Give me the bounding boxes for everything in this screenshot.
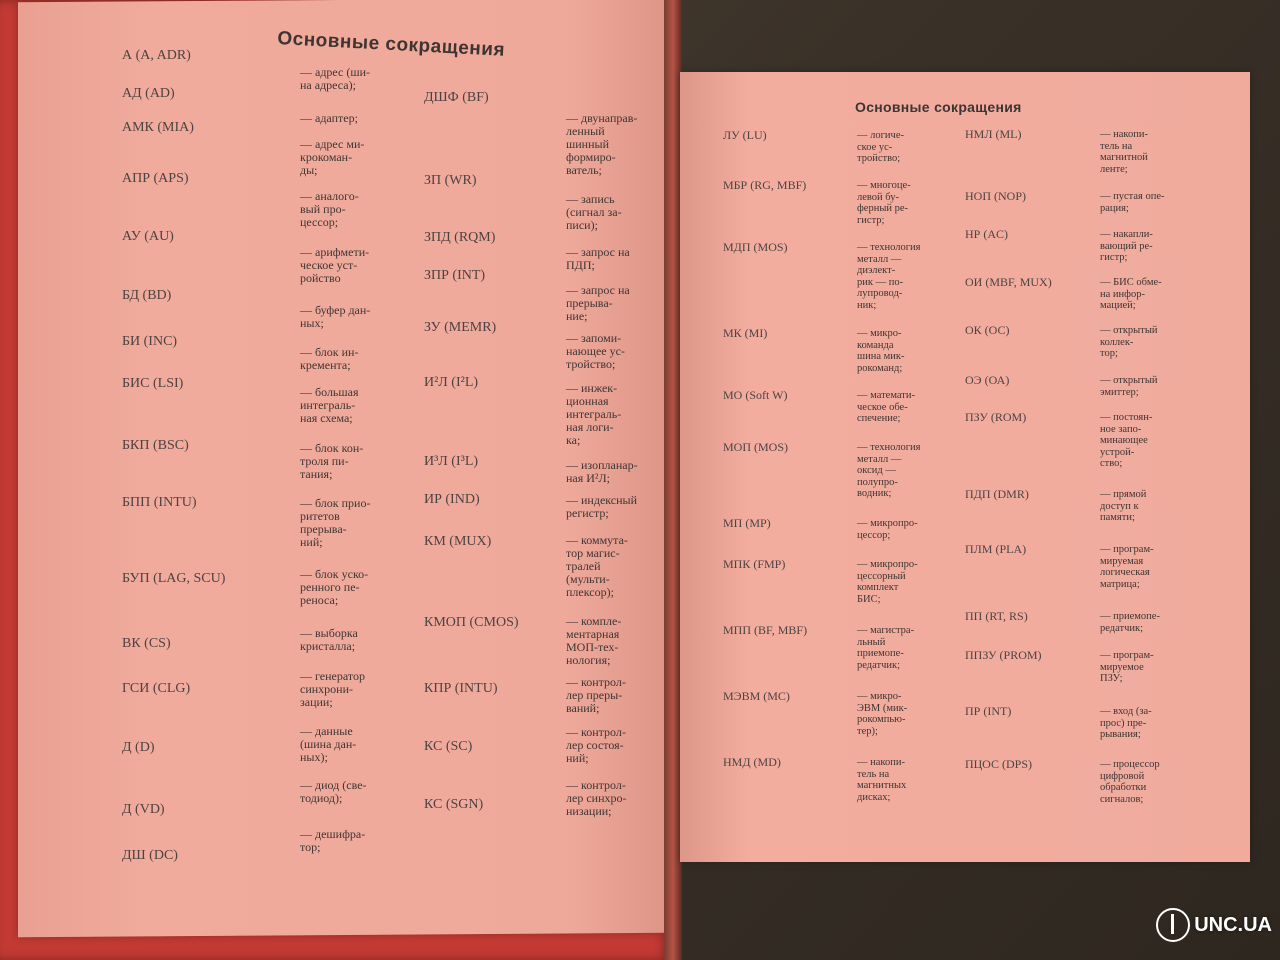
abbreviation-term: ИР (IND) [424, 492, 480, 507]
abbreviation-term: МБР (RG, MBF) [723, 178, 807, 192]
abbreviation-definition: — многоце- левой бу- ферный ре- гистр; [857, 180, 911, 226]
abbreviation-definition: — математи- ческое обе- спечение; [857, 390, 916, 424]
abbreviation-definition: — запись (сигнал за- писи); [566, 192, 622, 232]
abbreviation-definition: — дешифра- тор; [300, 827, 366, 854]
abbreviation-term: КС (SGN) [424, 797, 484, 812]
abbreviation-term: И²Л (I²L) [424, 375, 479, 390]
abbreviation-term: БКП (BSC) [122, 438, 189, 453]
abbreviation-definition: — блок прио- ритетов прерыва- ний; [300, 496, 371, 549]
abbreviation-definition: — блок уско- ренного пе- реноса; [300, 567, 369, 607]
abbreviation-definition: — приемопе- редатчик; [1100, 611, 1160, 634]
abbreviation-term: НР (AC) [965, 227, 1009, 241]
abbreviation-term: БУП (LAG, SCU) [122, 571, 226, 586]
abbreviation-definition: — контрол- лер преры- ваний; [566, 675, 626, 715]
abbreviation-definition: — адрес ми- крокоман- ды; [300, 137, 365, 177]
abbreviation-definition: — микропро- цессорный комплект БИС; [857, 559, 918, 605]
abbreviation-definition: — аналого- вый про- цессор; [300, 189, 359, 229]
abbreviation-definition: — накапли- вающий ре- гистр; [1100, 229, 1153, 263]
abbreviation-definition: — компле- ментарная МОП-тех- нология; [566, 614, 622, 667]
abbreviation-term: МП (MP) [723, 516, 771, 530]
abbreviation-term: ЗПР (INT) [424, 268, 486, 283]
abbreviation-term: ОЭ (ОА) [965, 373, 1010, 387]
abbreviation-definition: — коммута- тор магис- тралей (мульти- плексор); [566, 533, 628, 599]
abbreviation-definition: — технология металл — оксид — полупро- водник; [857, 442, 921, 499]
abbreviation-definition: — логиче- ское ус- тройство; [857, 130, 904, 164]
abbreviation-term: Д (D) [122, 740, 155, 755]
abbreviation-definition: — прямой доступ к памяти; [1100, 489, 1147, 523]
abbreviation-term: БД (BD) [122, 288, 172, 303]
abbreviation-term: ЗПД (RQM) [424, 230, 496, 245]
abbreviation-term: АПР (APS) [122, 171, 189, 186]
abbreviation-term: КМ (MUX) [424, 534, 492, 549]
abbreviation-definition: — изопланар- ная И²Л; [566, 458, 638, 485]
abbreviation-definition: — генератор синхрони- зации; [300, 669, 365, 709]
abbreviation-definition: — запоми- нающее ус- тройство; [566, 331, 625, 371]
abbreviation-definition: — контрол- лер состоя- ний; [566, 725, 626, 765]
abbreviation-definition: — открытый эмиттер; [1100, 375, 1158, 398]
abbreviation-definition: — вход (за- прос) пре- рывания; [1100, 706, 1152, 740]
abbreviation-term: МОП (MOS) [723, 440, 789, 454]
abbreviation-term: НМД (MD) [723, 755, 781, 769]
abbreviation-definition: — адаптер; [300, 111, 358, 125]
abbreviation-term: МО (Soft W) [723, 388, 788, 402]
watermark-text: UNC.UA [1194, 913, 1272, 936]
abbreviation-term: ОК (ОС) [965, 323, 1010, 337]
abbreviation-definition: — запрос на ПДП; [566, 245, 630, 272]
abbreviation-term: МПК (FMP) [723, 557, 786, 571]
abbreviation-term: ЗУ (MEMR) [424, 320, 497, 335]
abbreviation-definition: — накопи- тель на магнитной ленте; [1100, 129, 1148, 175]
abbreviation-definition: — блок кон- троля пи- тания; [300, 441, 364, 481]
abbreviation-term: КМОП (CMOS) [424, 615, 519, 630]
abbreviation-definition: — процессор цифровой обработки сигналов; [1100, 759, 1160, 805]
abbreviation-term: КС (SC) [424, 739, 473, 754]
abbreviation-definition: — БИС обме- на инфор- мацией; [1100, 277, 1162, 311]
abbreviation-definition: — запрос на прерыва- ние; [566, 283, 630, 323]
abbreviation-definition: — програм- мируемая логическая матрица; [1100, 544, 1154, 590]
abbreviation-definition: — накопи- тель на магнитных дисках; [857, 757, 907, 803]
abbreviation-definition: — индексный регистр; [566, 493, 638, 520]
abbreviation-term: ПЗУ (ROM) [965, 410, 1027, 424]
abbreviation-definition: — данные (шина дан- ных); [300, 724, 357, 764]
abbreviation-definition: — адрес (ши- на адреса); [300, 65, 371, 92]
abbreviation-definition: — открытый коллек- тор; [1100, 325, 1158, 359]
abbreviation-term: И³Л (I³L) [424, 454, 479, 469]
abbreviation-term: МК (MI) [723, 326, 768, 340]
abbreviation-term: ПП (RT, RS) [965, 609, 1028, 623]
abbreviation-term: АМК (MIA) [122, 120, 194, 135]
abbreviation-term: Д (VD) [122, 802, 165, 817]
abbreviation-definition: — диод (све- тодиод); [300, 778, 367, 805]
abbreviation-definition: — инжек- ционная интеграль- ная логи- ка; [566, 381, 622, 447]
abbreviation-term: ПЛМ (PLA) [965, 542, 1027, 556]
abbreviation-definition: — двунаправ- ленный шинный формиро- ватель; [566, 111, 638, 177]
abbreviation-term: ЗП (WR) [424, 173, 477, 188]
abbreviation-definition: — постоян- ное запо- минающее устрой- ство; [1100, 412, 1153, 469]
abbreviation-term: МДП (MOS) [723, 240, 788, 254]
abbreviation-definition: — выборка кристалла; [300, 626, 358, 653]
abbreviation-term: ППЗУ (PROM) [965, 648, 1042, 662]
abbreviation-term: АУ (AU) [122, 229, 174, 244]
abbreviation-definition: — технология металл — диэлект- рик — по- лупровод- ник; [857, 242, 921, 311]
abbreviation-term: ГСИ (CLG) [122, 681, 191, 696]
abbreviation-term: КПР (INTU) [424, 681, 498, 696]
abbreviation-term: ЛУ (LU) [723, 128, 767, 142]
abbreviation-term: ПЦОС (DPS) [965, 757, 1032, 771]
abbreviation-term: МПП (BF, MBF) [723, 623, 808, 637]
abbreviation-term: ДШ (DC) [122, 848, 178, 863]
abbreviation-term: ДШФ (BF) [424, 90, 489, 105]
abbreviation-term: НОП (NOP) [965, 189, 1026, 203]
abbreviation-definition: — контрол- лер синхро- низации; [566, 778, 627, 818]
left-page-title: Основные сокращения [276, 28, 506, 61]
abbreviation-term: БИ (INC) [122, 334, 178, 349]
abbreviation-term: БИС (LSI) [122, 376, 184, 391]
watermark-emblem-icon [1156, 908, 1190, 942]
abbreviation-term: ПДП (DMR) [965, 487, 1029, 501]
abbreviation-definition: — блок ин- кремента; [300, 345, 359, 372]
abbreviation-definition: — микропро- цессор; [857, 518, 918, 541]
abbreviation-term: АД (AD) [122, 86, 175, 101]
abbreviation-definition: — микро- команда шина мик- рокоманд; [857, 328, 905, 374]
right-page-title: Основные сокращения [855, 99, 1022, 115]
abbreviation-term: МЭВМ (MC) [723, 689, 790, 703]
abbreviation-definition: — магистра- льный приемопе- редатчик; [857, 625, 915, 671]
abbreviation-term: БПП (INTU) [122, 495, 197, 510]
abbreviation-definition: — програм- мируемое ПЗУ; [1100, 650, 1154, 684]
abbreviation-term: НМЛ (ML) [965, 127, 1022, 141]
abbreviation-term: ПР (INT) [965, 704, 1012, 718]
abbreviation-definition: — большая интеграль- ная схема; [300, 385, 359, 425]
abbreviation-term: ОИ (MBF, MUX) [965, 275, 1052, 289]
abbreviation-definition: — микро- ЭВМ (мик- рокомпью- тер); [857, 691, 908, 737]
abbreviation-term: ВК (CS) [122, 636, 171, 651]
watermark-logo [1156, 908, 1272, 942]
abbreviation-definition: — буфер дан- ных; [300, 303, 371, 330]
abbreviation-term: А (A, ADR) [122, 48, 191, 63]
abbreviation-definition: — пустая опе- рация; [1100, 191, 1165, 214]
abbreviation-definition: — арифмети- ческое уст- ройство [300, 245, 370, 285]
